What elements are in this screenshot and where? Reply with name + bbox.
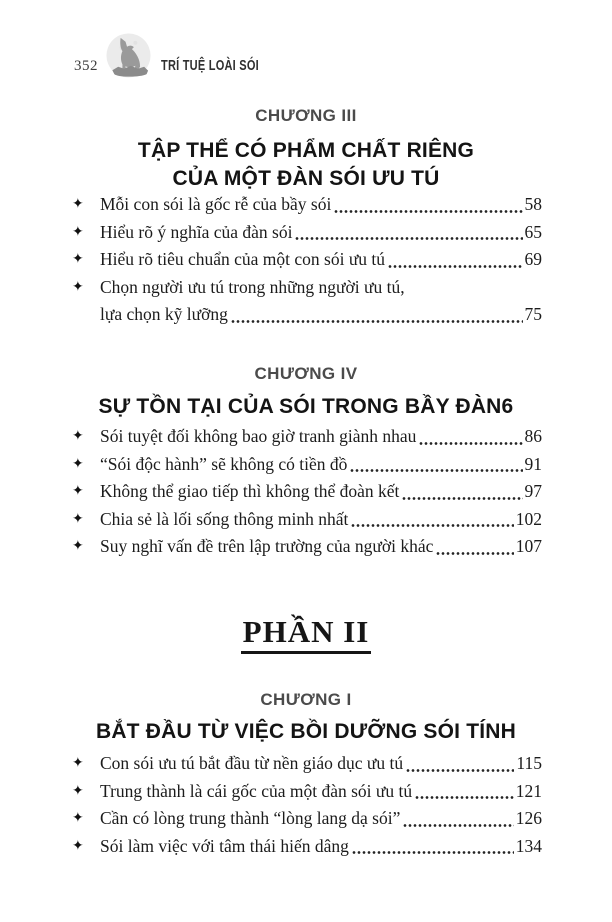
- toc-entry-page-number: 134: [515, 835, 542, 856]
- toc-entry-title: Con sói ưu tú bắt đầu từ nền giáo dục ưu tú: [100, 753, 404, 773]
- chapter1-title-line1: BẮT ĐẦU TỪ VIỆC BỒI DƯỠNG SÓI TÍNH: [95, 720, 517, 743]
- dotted-leader: [295, 235, 522, 242]
- toc-entry-two-line: [72, 274, 542, 329]
- toc-entry-title: “Sói độc hành” sẽ không có tiền đồ: [100, 453, 348, 474]
- four-pointed-star-icon: ✦: [72, 811, 84, 826]
- chapter4-entries: [72, 423, 542, 561]
- four-pointed-star-icon: ✦: [72, 838, 84, 854]
- four-pointed-star-icon: ✦: [72, 783, 84, 799]
- dotted-leader: [334, 208, 522, 215]
- toc-entry-title: Mỗi con sói là gốc rễ của bầy sói: [100, 194, 332, 214]
- four-pointed-star-icon: ✦: [72, 224, 84, 240]
- chapter4-heading: CHƯƠNG IV: [254, 364, 358, 383]
- toc-entry-page-number: 102: [515, 508, 542, 529]
- toc-entry-title: Không thể giao tiếp thì không thể đoàn kết: [100, 481, 400, 501]
- toc-entry-lines: [100, 274, 542, 329]
- toc-entry: [72, 478, 542, 506]
- toc-entry-page-number: 91: [524, 453, 542, 474]
- toc-entry-title-line1: Chọn người ưu tú trong những người ưu tú,: [100, 276, 405, 297]
- toc-entry-page-number: 107: [515, 536, 542, 556]
- toc-entry-title: Hiểu rõ tiêu chuẩn của một con sói ưu tú: [100, 249, 386, 269]
- dotted-leader: [419, 440, 522, 447]
- dotted-leader: [350, 467, 522, 474]
- chapter3-title-line2: CỦA MỘT ĐÀN SÓI ƯU TÚ: [172, 167, 440, 190]
- toc-entry-page-number: 126: [515, 808, 542, 828]
- page-number: 352: [74, 58, 98, 74]
- dotted-leader: [231, 318, 523, 325]
- toc-entry: [72, 219, 542, 247]
- toc-entry: [72, 750, 542, 778]
- four-pointed-star-icon: ✦: [72, 252, 84, 267]
- toc-entry: [72, 191, 542, 219]
- toc-entry-title: Trung thành là cái gốc của một đàn sói ưu tú: [100, 780, 413, 801]
- dotted-leader: [402, 495, 522, 502]
- chapter4-title: [0, 393, 612, 421]
- chapter3-entries: [72, 191, 542, 329]
- chapter3-title: [0, 137, 612, 193]
- chapter3-title-line1: TẬP THỂ CÓ PHẨM CHẤT RIÊNG: [137, 139, 475, 162]
- four-pointed-star-icon: ✦: [72, 484, 84, 499]
- book-title: TRÍ TUỆ LOÀI SÓI: [161, 58, 259, 74]
- toc-entry-page-number: 75: [524, 304, 542, 324]
- dotted-leader: [415, 794, 514, 801]
- toc-entry: [72, 533, 542, 561]
- toc-entry-page-number: 65: [524, 221, 542, 242]
- toc-entry: [72, 423, 542, 451]
- toc-entry-page-number: 58: [524, 194, 542, 214]
- chapter4-title-line1: SỰ TỒN TẠI CỦA SÓI TRONG BẦY ĐÀN6: [98, 395, 514, 418]
- wolf-moon-logo-icon: [105, 32, 152, 79]
- part2-heading-text: PHẦN II: [241, 614, 372, 654]
- toc-entry-page-number: 86: [524, 426, 542, 446]
- dotted-leader: [388, 263, 522, 270]
- toc-entry-title: Suy nghĩ vấn đề trên lập trường của người khác: [100, 536, 434, 556]
- four-pointed-star-icon: ✦: [72, 429, 84, 444]
- four-pointed-star-icon: ✦: [72, 539, 84, 554]
- toc-entry: [72, 246, 542, 274]
- toc-entry-title: Sói tuyệt đối không bao giờ tranh giành nhau: [100, 426, 417, 446]
- toc-entry-page-number: 121: [515, 780, 542, 801]
- dotted-leader: [436, 550, 513, 557]
- dotted-leader: [352, 849, 514, 856]
- dotted-leader: [351, 522, 513, 529]
- chapter1-title: [0, 718, 612, 746]
- chapter3-heading: CHƯƠNG III: [255, 106, 357, 125]
- toc-entry: [72, 833, 542, 861]
- toc-entry-title-line2-row: [100, 301, 542, 329]
- toc-entry: [72, 778, 542, 806]
- toc-entry-title: Chia sẻ là lối sống thông minh nhất: [100, 508, 349, 529]
- four-pointed-star-icon: ✦: [72, 456, 84, 472]
- toc-entry-page-number: 69: [524, 249, 542, 269]
- toc-entry: [72, 506, 542, 534]
- toc-entry: [72, 451, 542, 479]
- toc-entry: [72, 805, 542, 833]
- toc-entry-title: Hiểu rõ ý nghĩa của đàn sói: [100, 221, 293, 242]
- four-pointed-star-icon: ✦: [72, 197, 84, 212]
- toc-entry-title-line2: lựa chọn kỹ lưỡng: [100, 304, 228, 324]
- dotted-leader: [403, 822, 513, 829]
- toc-entry-page-number: 97: [524, 481, 542, 501]
- toc-entry-title: Sói làm việc với tâm thái hiến dâng: [100, 835, 349, 856]
- toc-entry-page-number: 115: [516, 753, 542, 773]
- four-pointed-star-icon: ✦: [72, 279, 84, 295]
- chapter1-entries: [72, 750, 542, 860]
- page-header: [74, 32, 290, 79]
- toc-entry-title: Cần có lòng trung thành “lòng lang dạ sói”: [100, 808, 401, 828]
- four-pointed-star-icon: ✦: [72, 511, 84, 527]
- dotted-leader: [406, 767, 514, 774]
- chapter1-heading: CHƯƠNG I: [260, 690, 352, 709]
- four-pointed-star-icon: ✦: [72, 756, 84, 771]
- part2-heading: [0, 614, 612, 654]
